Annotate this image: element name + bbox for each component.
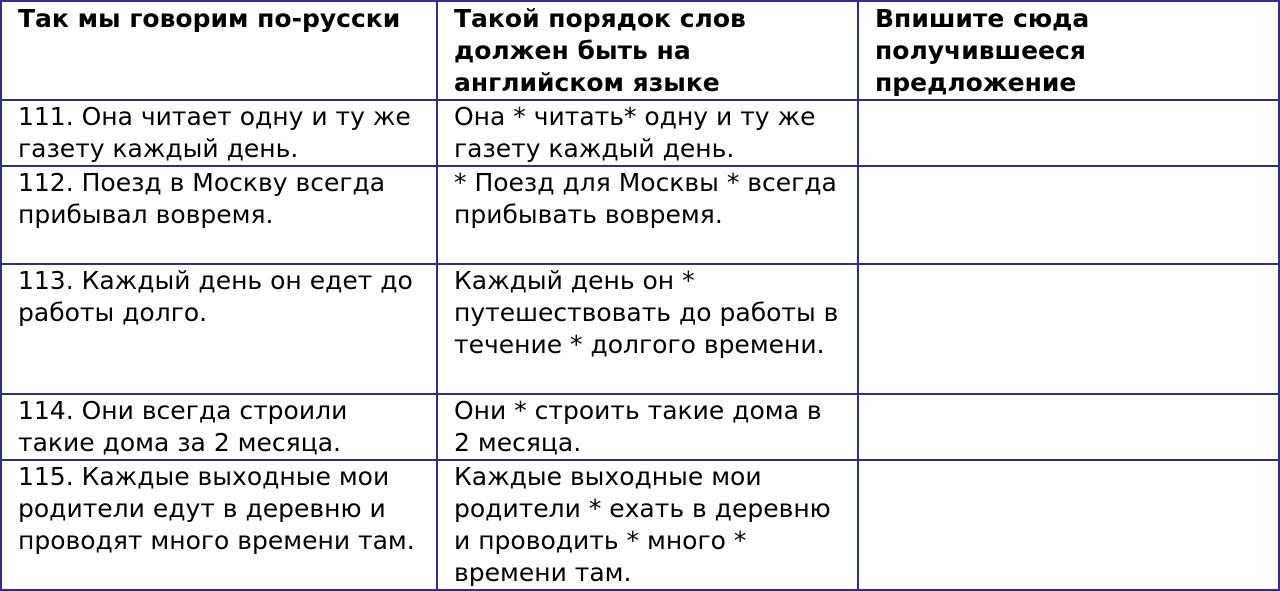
- table-header-row: [1, 1, 1279, 100]
- table-row: [1, 166, 1279, 264]
- cell-answer[interactable]: [858, 100, 1279, 166]
- cell-english-order: Они * строить такие дома в 2 месяца.: [437, 394, 858, 460]
- header-answer: Впишите сюда получившееся предложение: [858, 1, 1279, 100]
- cell-russian: 114. Они всегда строили такие дома за 2 месяца.: [1, 394, 437, 460]
- cell-russian: 112. Поезд в Москву всегда прибывал вовремя.: [1, 166, 437, 264]
- cell-english-order: Каждый день он * путешествовать до работы в течение * долгого времени.: [437, 264, 858, 394]
- header-english-order: Такой порядок слов должен быть на английском языке: [437, 1, 858, 100]
- cell-answer[interactable]: [858, 166, 1279, 264]
- table-row: [1, 460, 1279, 590]
- cell-russian: 111. Она читает одну и ту же газету каждый день.: [1, 100, 437, 166]
- cell-english-order: Каждые выходные мои родители * ехать в деревню и проводить * много * времени там.: [437, 460, 858, 590]
- cell-answer[interactable]: [858, 460, 1279, 590]
- table-row: [1, 100, 1279, 166]
- table-row: [1, 264, 1279, 394]
- table-row: [1, 394, 1279, 460]
- cell-answer[interactable]: [858, 264, 1279, 394]
- cell-russian: 113. Каждый день он едет до работы долго.: [1, 264, 437, 394]
- cell-english-order: Она * читать* одну и ту же газету каждый день.: [437, 100, 858, 166]
- cell-russian: 115. Каждые выходные мои родители едут в деревню и проводят много времени там.: [1, 460, 437, 590]
- header-russian: Так мы говорим по-русски: [1, 1, 437, 100]
- cell-answer[interactable]: [858, 394, 1279, 460]
- cell-english-order: * Поезд для Москвы * всегда прибывать вовремя.: [437, 166, 858, 264]
